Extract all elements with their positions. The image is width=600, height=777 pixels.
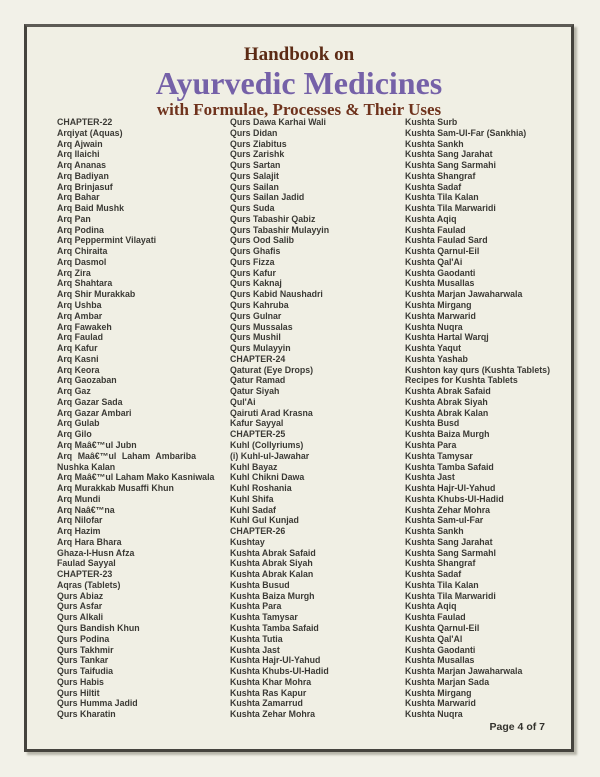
toc-entry: Kushta Yashab [405,353,468,364]
toc-entry: Qurs Alkali [57,612,104,623]
toc-entry: Kushta Nuqra [405,321,463,332]
toc-entry: Kushton kay qurs (Kushta Tablets) [405,364,551,375]
toc-entry: Kuhl Sadaf [230,504,276,515]
toc-entry: Kafur Sayyal [230,418,284,429]
toc-entry: Nushka Kalan [57,461,116,472]
toc-entry: Kushta Tamysar [230,612,298,623]
toc-entry: Kushta Qal'Ai [405,256,463,267]
toc-entry: Kushta Tila Kalan [405,579,479,590]
toc-entry: Kushta Aqiq [405,213,457,224]
toc-entry: Arqiyat (Aquas) [57,127,123,138]
toc-entry: Arq Badiyan [57,170,109,181]
toc-entry: Qurs Humma Jadid [57,698,138,709]
toc-entry: Arq Faulad [57,332,103,343]
toc-entry: Qurs Ghafis [230,246,281,257]
toc-entry: Kushta Jast [405,472,455,483]
toc-entry: Qairuti Arad Krasna [230,407,313,418]
toc-entry: Qurs Bandish Khun [57,622,140,633]
toc-entry: Arq Gazar Ambari [57,407,132,418]
toc-entry: Kushta Tila Marwaridi [405,203,496,214]
toc-entry: Kushta Khubs-Ul-Hadid [405,493,504,504]
toc-entry: Qurs Tabashir Qabiz [230,213,316,224]
toc-entry: Arq Gilo [57,429,92,440]
page-number: Page 4 of 7 [489,721,545,733]
toc-entry: Arq Fawakeh [57,321,112,332]
toc-entry: Kushta Sam-Ul-Far (Sankhia) [405,127,527,138]
toc-entry: Kushta Aqiq [405,601,457,612]
toc-entry: Qurs Kahruba [230,300,289,311]
toc-entry: Kushta Para [230,601,282,612]
toc-entry: Kushta Abrak Siyah [230,558,313,569]
toc-column-2 [230,117,402,720]
toc-entry: Kushta Zehar Mohra [405,504,491,515]
toc-entry: Kushta Khar Mohra [230,676,312,687]
toc-entry: Arq Maâ€™ul Laham Ambariba [57,450,196,461]
toc-entry: Kushta Shangraf [405,558,476,569]
toc-entry: Qurs Mulayyin [230,343,291,354]
toc-entry: Kushta Zamarrud [230,698,303,709]
toc-entry: Qurs Sailan [230,181,279,192]
toc-entry: Kushta Marjan Jawaharwala [405,289,523,300]
toc-entry: Kushta Para [405,439,457,450]
toc-entry: Qurs Kabid Naushadri [230,289,323,300]
toc-entry: Qurs Podina [57,633,110,644]
toc-entry: Qurs Gulnar [230,310,282,321]
toc-entry: Arq Gaz [57,386,91,397]
toc-entry: Kushta Sang Sarmahi [405,160,496,171]
chapter-heading: CHAPTER-23 [57,569,113,580]
toc-entry: Qurs Mushil [230,332,281,343]
toc-entry: Kushta Ras Kapur [230,687,307,698]
document-page [24,24,574,752]
toc-entry: Arq Mundi [57,493,101,504]
toc-entry: Kuhl (Collyriums) [230,439,304,450]
toc-entry: Qurs Asfar [57,601,103,612]
toc-entry: Qurs Takhmir [57,644,114,655]
toc-entry: Kushta Abrak Siyah [405,396,488,407]
toc-entry: Kushta Marjan Sada [405,676,490,687]
toc-entry: Kushta Sang Sarmahl [405,547,496,558]
toc-entry: Kushta Qal'Al [405,633,463,644]
toc-entry: Kushta Marwarid [405,698,476,709]
toc-entry: Kushta Faulad Sard [405,235,488,246]
toc-entry: Qul'Ai [230,396,256,407]
toc-entry: Qurs Sailan Jadid [230,192,305,203]
toc-entry: Qurs Sartan [230,160,281,171]
toc-column-1 [57,117,227,720]
toc-entry: Kushta Khubs-Ul-Hadid [230,666,329,677]
toc-entry: Kushta Baiza Murgh [230,590,315,601]
toc-entry: Arq Maâ€™ul Laham Mako Kasniwala [57,472,215,483]
toc-entry: Qurs Taifudia [57,666,114,677]
toc-entry: Faulad Sayyal [57,558,116,569]
toc-entry: Kuhl Shifa [230,493,274,504]
pretitle: Handbook on [243,44,355,65]
toc-entry: Qurs Kaknaj [230,278,282,289]
toc-entry: Qurs Mussalas [230,321,293,332]
toc-entry: Kushta Surb [405,117,458,127]
toc-entry: Kushta Sam-ul-Far [405,515,484,526]
toc-entry: (i) Kuhl-ul-Jawahar [230,450,310,461]
toc-entry: Arq Dasmol [57,256,107,267]
toc-entry: Arq Chiraita [57,246,108,257]
toc-entry: Kushta Mirgang [405,300,472,311]
toc-entry: Arq Ushba [57,300,102,311]
toc-entry: Qurs Habis [57,676,104,687]
toc-entry: Arq Podina [57,224,104,235]
toc-entry: Kushta Qarnul-Eil [405,246,480,257]
toc-entry: Kushta Sankh [405,526,464,537]
toc-entry: Arq Ambar [57,310,103,321]
toc-entry: Arq Gulab [57,418,100,429]
toc-entry: Kushta Abrak Safaid [230,547,316,558]
toc-entry: Kushta Marjan Jawaharwala [405,666,523,677]
toc-entry: Kushta Tamysar [405,450,473,461]
toc-entry: Arq Pan [57,213,91,224]
toc-entry: Kushta Musallas [405,278,475,289]
toc-entry: Arq Nilofar [57,515,103,526]
page-subtitle: with Formulae, Processes & Their Uses [156,100,442,119]
toc-entry: Qurs Salajit [230,170,279,181]
toc-entry: Kuhl Roshania [230,483,292,494]
toc-entry: Kushta Zehar Mohra [230,709,316,720]
chapter-heading: CHAPTER-22 [57,117,113,127]
toc-entry: Qurs Abiaz [57,590,104,601]
toc-entry: Qaturat (Eye Drops) [230,364,314,375]
toc-entry: Kushta Qarnul-Eil [405,622,480,633]
toc-entry: Kushta Abrak Safaid [405,386,491,397]
toc-entry: Kuhl Bayaz [230,461,278,472]
toc-entry: Qurs Didan [230,127,278,138]
toc-entry: Arq Gaozaban [57,375,117,386]
toc-entry: Kushta Sang Jarahat [405,149,493,160]
toc-entry: Kushta Musallas [405,655,475,666]
toc-entry: Kushta Tutia [230,633,283,644]
toc-entry: Arq Hazim [57,526,101,537]
toc-entry: Kushta Faulad [405,224,466,235]
toc-entry: Kushta Tamba Safaid [405,461,494,472]
toc-entry: Arq Ajwain [57,138,103,149]
toc-entry: Kushta Faulad [405,612,466,623]
chapter-heading: CHAPTER-26 [230,526,286,537]
chapter-heading: CHAPTER-24 [230,353,286,364]
toc-entry: Kushta Tila Kalan [405,192,479,203]
toc-entry: Arq Shahtara [57,278,113,289]
toc-entry: Qurs Ood Salib [230,235,295,246]
toc-entry: Qurs Zarishk [230,149,285,160]
toc-entry: Arq Brinjasuf [57,181,113,192]
toc-entry: Recipes for Kushta Tablets [405,375,518,386]
toc-entry: Kushta Gaodanti [405,267,476,278]
toc-entry: Kushta Abrak Kalan [405,407,489,418]
toc-entry: Arq Hara Bhara [57,536,122,547]
toc-column-3 [405,117,571,720]
toc-entry: Kushta Sadaf [405,569,462,580]
toc-entry: Qurs Fizza [230,256,275,267]
toc-entry: Arq Shir Murakkab [57,289,136,300]
toc-entry: Kushta Tamba Safaid [230,622,319,633]
toc-entry: Arq Kafur [57,343,98,354]
toc-entry: Kuhl Chikni Dawa [230,472,305,483]
toc-entry: Ghaza-I-Husn Afza [57,547,135,558]
toc-entry: Kushta Hartal Warqj [405,332,489,343]
toc-entry: Qurs Kharatin [57,709,116,720]
toc-entry: Arq Zira [57,267,91,278]
toc-entry: Arq Maâ€™ul Jubn [57,439,137,450]
toc-entry: Qurs Suda [230,203,275,214]
toc-entry: Kushta Abrak Kalan [230,569,314,580]
toc-entry: Arq Gazar Sada [57,396,123,407]
toc-entry: Kushta Marwarid [405,310,476,321]
toc-entry: Arq Naâ€™na [57,504,115,515]
toc-entry: Kushta Baiza Murgh [405,429,490,440]
toc-entry: Qurs Tabashir Mulayyin [230,224,330,235]
toc-entry: Qurs Tankar [57,655,109,666]
toc-entry: Kushta Sang Jarahat [405,536,493,547]
toc-entry: Qurs Hiltit [57,687,100,698]
toc-entry: Kushta Jast [230,644,280,655]
toc-entry: Qurs Kafur [230,267,276,278]
toc-entry: Kushta Busud [230,579,290,590]
toc-entry: Kushta Mirgang [405,687,472,698]
toc-entry: Kushtay [230,536,265,547]
toc-entry: Kushta Yaqut [405,343,462,354]
toc-entry: Arq Peppermint Vilayati [57,235,157,246]
toc-entry: Kushta Hajr-Ul-Yahud [230,655,321,666]
toc-entry: Qatur Ramad [230,375,286,386]
toc-entry: Kushta Sankh [405,138,464,149]
toc-entry: Kuhl Gul Kunjad [230,515,299,526]
toc-entry: Kushta Hajr-Ul-Yahud [405,483,496,494]
toc-entry: Qatur Siyah [230,386,280,397]
chapter-heading: CHAPTER-25 [230,429,286,440]
toc-entry: Kushta Nuqra [405,709,463,720]
page-title: Ayurvedic Medicines [155,65,443,101]
toc-entry: Qurs Dawa Karhai Wali [230,117,326,127]
toc-entry: Aqras (Tablets) [57,579,121,590]
toc-entry: Kushta Gaodanti [405,644,476,655]
toc-entry: Arq Keora [57,364,100,375]
toc-entry: Qurs Ziabitus [230,138,287,149]
toc-entry: Arq Murakkab Musaffi Khun [57,483,174,494]
toc-entry: Kushta Busd [405,418,460,429]
toc-entry: Arq Ilaichi [57,149,100,160]
toc-entry: Arq Ananas [57,160,107,171]
toc-entry: Arq Kasni [57,353,99,364]
page-header [27,45,571,119]
toc-entry: Kushta Sadaf [405,181,462,192]
toc-entry: Kushta Tila Marwaridi [405,590,496,601]
toc-entry: Kushta Shangraf [405,170,476,181]
toc-entry: Arq Baid Mushk [57,203,124,214]
toc-entry: Arq Bahar [57,192,100,203]
